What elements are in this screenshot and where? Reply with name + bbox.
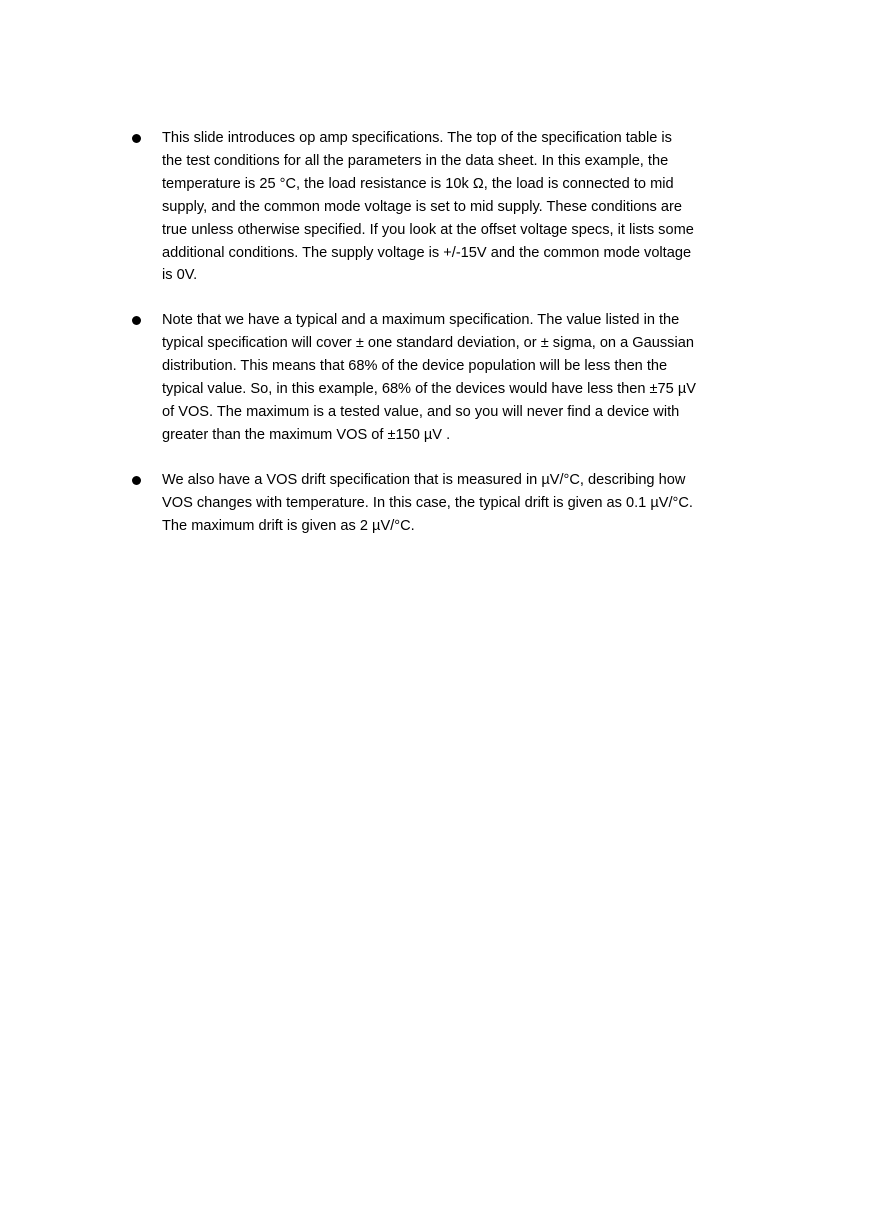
bullet-text: Note that we have a typical and a maximum specification. The value listed in the typical specification will cover ± one standard deviation, or ± sigma, on a Gaussian distribution. This means that 68% of the device population will be less then the typical value. So, in this example, 68% of the devices would have less then ±75 µV of VOS. The maximum is a tested value, and so you will never find a device with greater than the maximum VOS of ±150 µV . <box>162 312 696 443</box>
bullet-icon <box>132 476 141 485</box>
list-item <box>0 127 732 287</box>
bullet-text: We also have a VOS drift specification that is measured in µV/°C, describing how VOS changes with temperature. In this case, the typical drift is given as 0.1 µV/°C. The maximum drift is given as 2 µV/°C. <box>162 471 693 534</box>
list-item <box>0 469 732 538</box>
list-item <box>0 309 732 446</box>
bullet-list <box>0 127 869 560</box>
bullet-text: This slide introduces op amp specifications. The top of the specification table is the test conditions for all the parameters in the data sheet. In this example, the temperature is 25 °C, the load resistance is 10k Ω, the load is connected to mid supply, and the common mode voltage is set to mid supply. These conditions are true unless otherwise specified. If you look at the offset voltage specs, it lists some additional conditions. The supply voltage is +/-15V and the common mode voltage is 0V. <box>162 130 694 284</box>
bullet-icon <box>132 316 141 325</box>
bullet-icon <box>132 134 141 143</box>
